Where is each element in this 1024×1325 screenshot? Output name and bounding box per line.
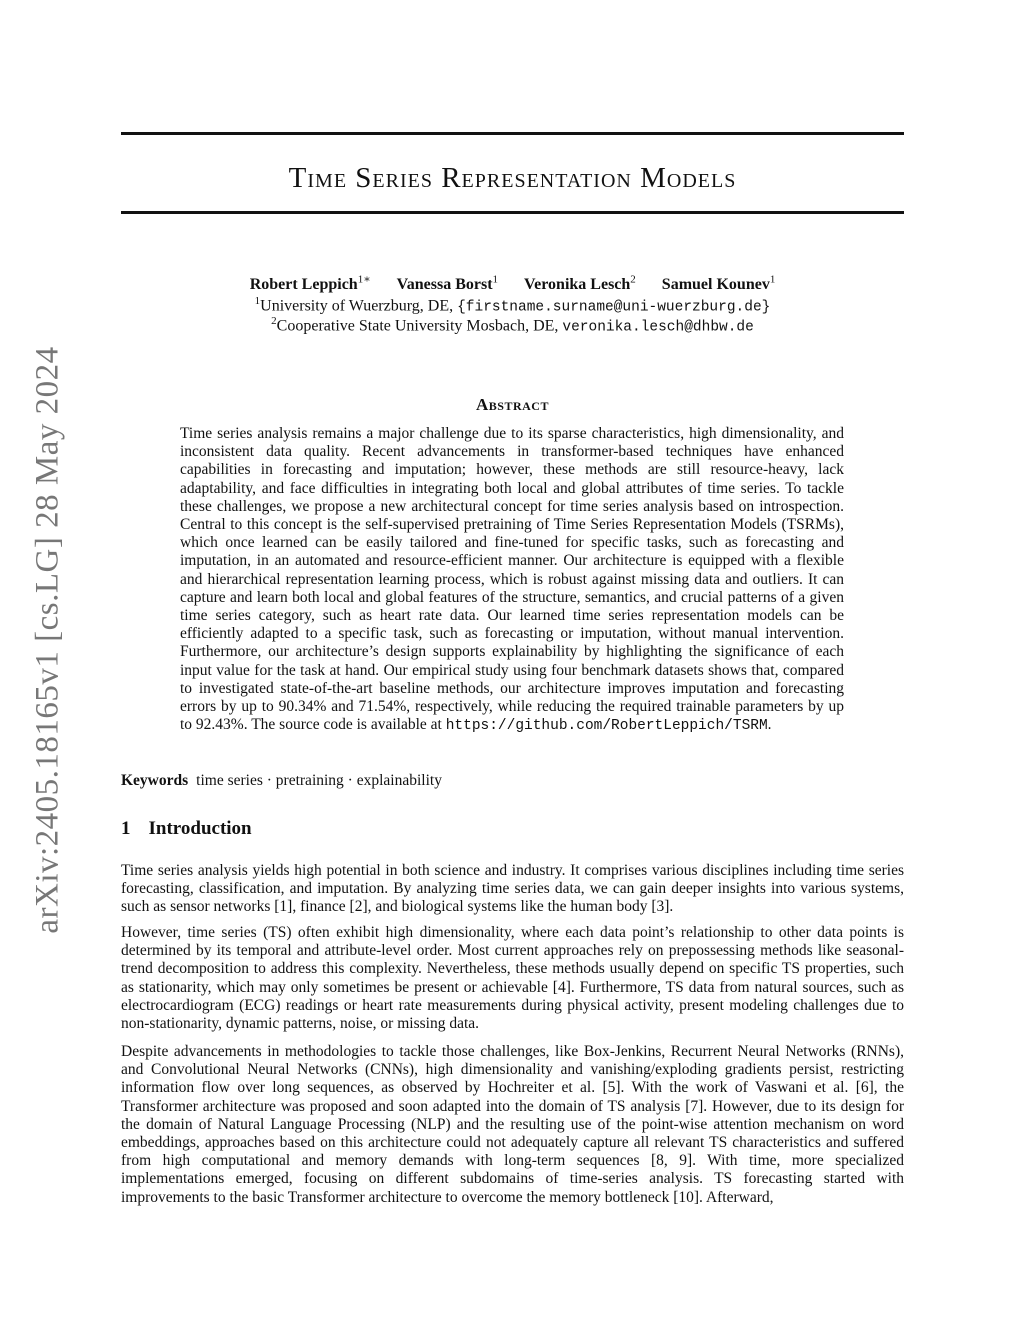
affiliation-email: veronika.lesch@dhbw.de [562, 319, 754, 336]
source-code-link[interactable]: https://github.com/RobertLeppich/TSRM [445, 718, 768, 735]
section-heading [121, 818, 252, 840]
keywords-text: time series · pretraining · explainability [196, 772, 442, 789]
paragraph: Time series analysis yields high potential in both science and industry. It comprises various disciplines including time series forecasting, classification, and imputation. By analyzing time series data, we can gain deeper insights into various systems, such as sensor networks [1], finance [2], and biological systems like the human body [3]. [121, 862, 904, 916]
paragraph: Despite advancements in methodologies to tackle those challenges, like Box-Jenkins, Recurrent Neural Networks (RNNs), and Convolutional Neural Networks (CNNs), high dimensionality and vanishing/exploding gradients persist, restricting information flow over long sequences, as observed by Hochreiter et al. [5]. With the work of Vaswani et al. [6], the Transformer architecture was proposed and soon adapted into the domain of TS analysis [7]. However, due to its design for the domain of Natural Language Processing (NLP) and the resulting use of the point-wise attention mechanism on word embeddings, approaches based on this architecture could not adequately capture all relevant TS characteristics and suffered from high computational and memory demands with long-term sequences [8, 9]. With time, more specialized implementations emerged, focusing on different subdomains of time-series analysis. TS forecasting started with improvements to the basic Transformer architecture to overcome the memory bottleneck [10]. Afterward, [121, 1043, 904, 1206]
title-rule-bottom [121, 211, 904, 214]
affiliation-email: {firstname.surname@uni-wuerzburg.de} [457, 299, 771, 316]
paper-title: Time Series Representation Models [288, 162, 737, 194]
section-title: Introduction [148, 818, 252, 839]
arxiv-stamp: arXiv:2405.18165v1 [cs.LG] 28 May 2024 [29, 346, 66, 934]
affiliation: $^2$Cooperative State University Mosbach, DE, veronika.lesch@dhbw.de [271, 315, 754, 336]
affiliation: $^1$University of Wuerzburg, DE, {firstname.surname@uni-wuerzburg.de} [254, 295, 771, 316]
keywords-label: Keywords [121, 772, 189, 789]
author: Robert Leppich$^{1∗}$ [249, 274, 371, 294]
author: Veronika Lesch$^2$ [524, 274, 636, 294]
paragraph: However, time series (TS) often exhibit high dimensionality, where each data point’s relationship to other data points is determined by its temporal and attribute-level order. Most current approaches rely on prepossessing methods like seasonal-trend decomposition to address this complexity. Nevertheless, these methods usually depend on specific TS properties, such as stationarity, which may only sometimes be present or achievable [4]. Furthermore, TS data from natural sources, such as electrocardiogram (ECG) readings or heart rate measurements during physical activity, present modeling challenges due to non-stationarity, dynamic patterns, noise, or missing data. [121, 924, 904, 1033]
abstract-heading: Abstract [476, 395, 549, 414]
author: Vanessa Borst$^1$ [396, 274, 499, 294]
title-rule-top [121, 132, 904, 135]
keywords [121, 772, 442, 790]
author: Samuel Kounev$^1$ [661, 274, 776, 294]
abstract-body: Time series analysis remains a major challenge due to its sparse characteristics, high dimensionality, and inconsistent data quality. Recent advancements in transformer-based techniques have enhanced capabilities in forecasting and imputation; however, these methods are still resource-heavy, lack adaptability, and face difficulties in integrating both local and global attributes of time series. To tackle these challenges, we propose a new architectural concept for time series analysis based on introspection. Central to this concept is the self-supervised pretraining of Time Series Representation Models (TSRMs), which once learned can be easily tailored and fine-tuned for specific tasks, such as forecasting and imputation, in an automated and resource-efficient manner. Our architecture is equipped with a flexible and hierarchical representation learning process, which is robust against missing data and outliers. It can capture and learn both local and global features of the structure, semantics, and crucial patterns of a given time series category, such as heart rate data. Our learned time series representation models can be efficiently adapted to a specific task, such as forecasting or imputation, without manual intervention. Furthermore, our architecture’s design supports explainability by highlighting the significance of each input value for the task at hand. Our empirical study using four benchmark datasets shows that, compared to investigated state-of-the-art baseline methods, our architecture improves imputation and forecasting errors by up to 90.34% and 71.54%, respectively, while reducing the required trainable parameters by up to 92.43%. The source code is available at https://github.com/RobertLeppich/TSRM. [180, 425, 844, 735]
section-number: 1 [121, 818, 131, 839]
